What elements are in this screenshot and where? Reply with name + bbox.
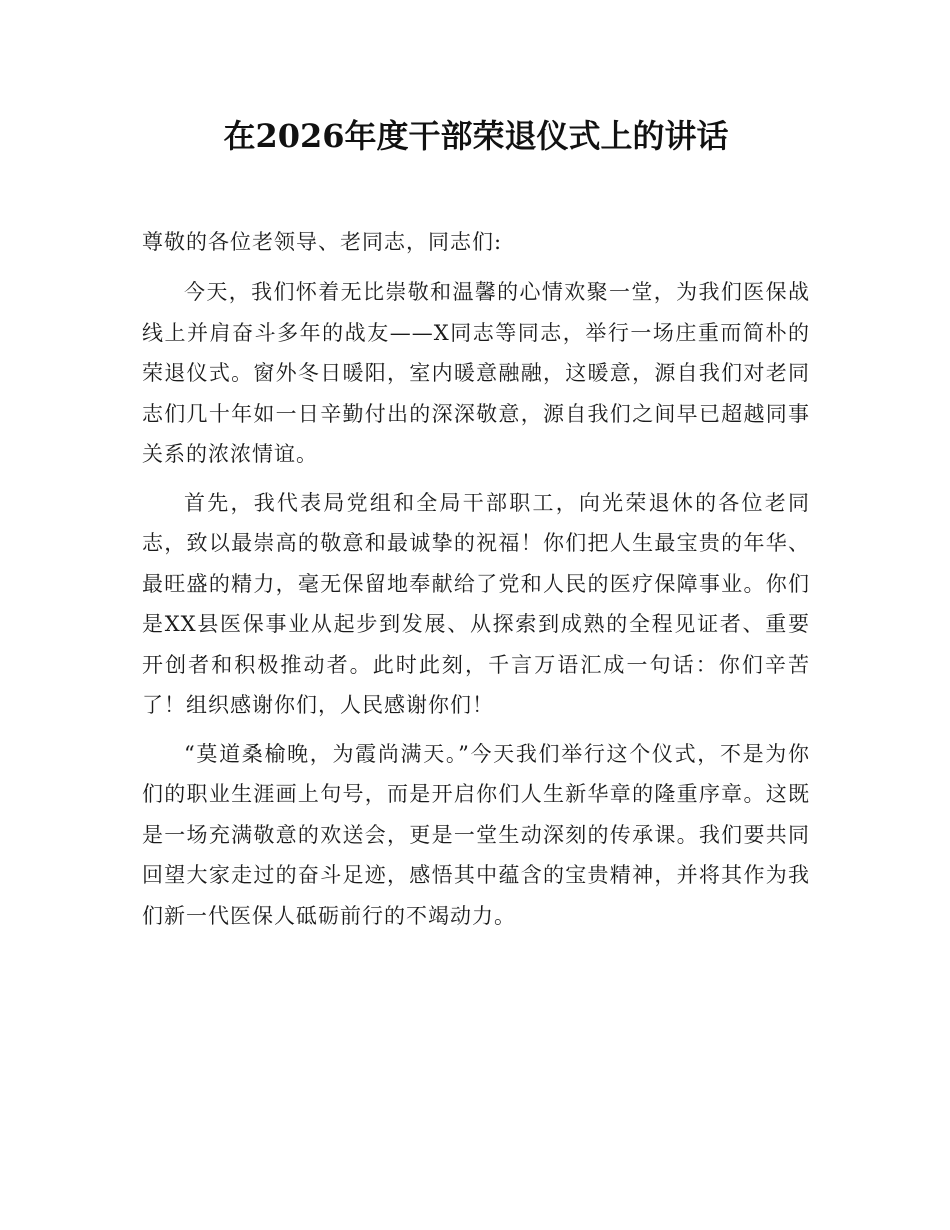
paragraph-3: “莫道桑榆晚，为霞尚满天。”今天我们举行这个仪式，不是为你们的职业生涯画上句号，而是开启你们人生新华章的隆重序章。这既是一场充满敬意的欢送会，更是一堂生动深刻的传承课。我们要共同回望大家走过的奋斗足迹，感悟其中蕴含的宝贵精神，并将其作为我们新一代医保人砥砺前行的不竭动力。	[142, 741, 810, 928]
document-title: 在2026年度干部荣退仪式上的讲话	[223, 117, 729, 155]
paragraph-2: 首先，我代表局党组和全局干部职工，向光荣退休的各位老同志，致以最崇高的敬意和最诚挚的祝福！你们把人生最宝贵的年华、最旺盛的精力，毫无保留地奉献给了党和人民的医疗保障事业。你们是XX县医保事业从起步到发展、从探索到成熟的全程见证者、重要开创者和积极推动者。此时此刻，千言万语汇成一句话：你们辛苦了！组织感谢你们，人民感谢你们！	[142, 490, 810, 717]
salutation: 尊敬的各位老领导、老同志，同志们:	[142, 230, 503, 254]
paragraph-1: 今天，我们怀着无比崇敬和温馨的心情欢聚一堂，为我们医保战线上并肩奋斗多年的战友——X同志等同志，举行一场庄重而简朴的荣退仪式。窗外冬日暖阳，室内暖意融融，这暖意，源自我们对老同志们几十年如一日辛勤付出的深深敬意，源自我们之间早已超越同事关系的浓浓情谊。	[142, 280, 810, 466]
document-page	[142, 0, 810, 936]
